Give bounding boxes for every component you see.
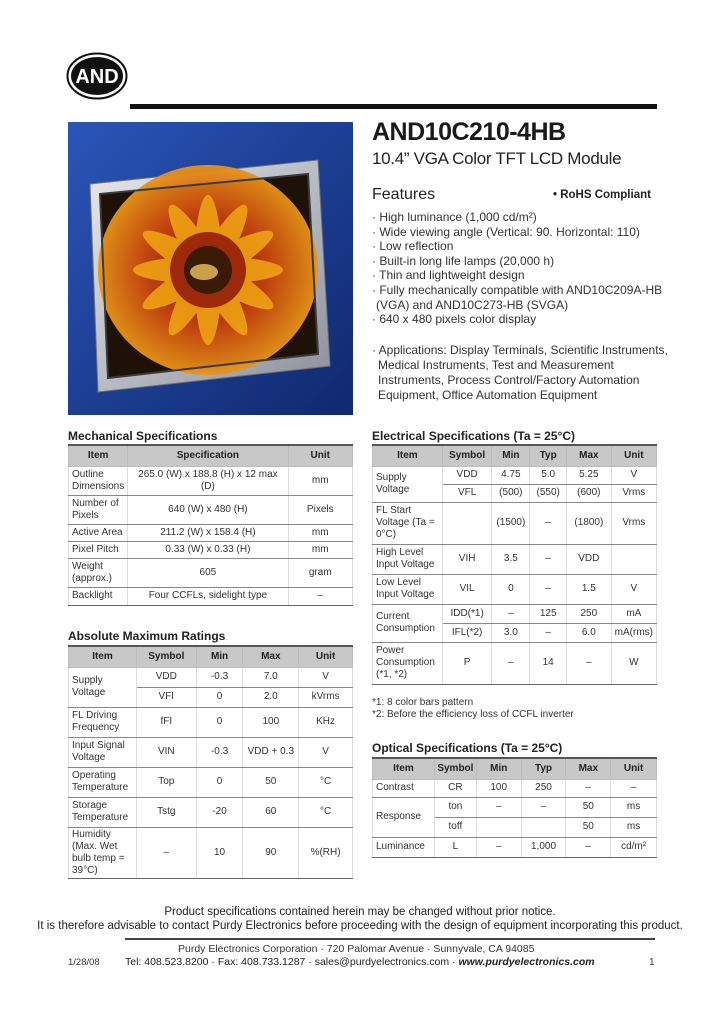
disclaimer-line-1: Product specifications contained herein may be changed without prior notice. [164, 906, 556, 918]
cell: (600) [567, 484, 612, 502]
mechanical-table [68, 444, 353, 606]
cell: Low Level Input Voltage [373, 574, 443, 604]
cell: °C [299, 767, 353, 797]
cell: ms [611, 797, 657, 817]
cell [476, 817, 521, 837]
col-header: Min [476, 758, 521, 779]
cell: 0 [196, 687, 243, 707]
cell: Current Consumption [373, 604, 443, 642]
cell: Vrms [611, 484, 656, 502]
header-rule [130, 104, 657, 109]
cell: 250 [567, 604, 612, 623]
cell: 640 (W) x 480 (H) [128, 495, 288, 524]
product-subtitle: 10.4” VGA Color TFT LCD Module [372, 149, 622, 168]
cell: 90 [243, 827, 299, 878]
feature-item: · High luminance (1,000 cd/m²) [372, 210, 537, 224]
cell: 50 [243, 767, 299, 797]
cell [611, 544, 656, 574]
cell: fFI [136, 707, 196, 737]
cell: 265.0 (W) x 188.8 (H) x 12 max (D) [128, 466, 288, 495]
cell: Vrms [611, 502, 656, 544]
cell: Weight (approx.) [69, 558, 128, 587]
table-row [373, 466, 657, 484]
application-line: Medical Instruments, Test and Measurement [378, 358, 614, 372]
cell: (500) [492, 484, 530, 502]
cell: V [299, 667, 353, 687]
cell: V [611, 466, 656, 484]
table-row [373, 544, 657, 574]
cell: Backlight [69, 587, 128, 605]
feature-item: · Fully mechanically compatible with AND10C209A-HB [372, 282, 663, 297]
col-header: Typ [530, 445, 567, 466]
disclaimer-line-2: It is therefore advisable to contact Purdy Electronics before proceeding with the design of equipment incorporating this product. [37, 920, 683, 932]
cell: KHz [299, 707, 353, 737]
table-row [69, 767, 353, 797]
cell [442, 502, 492, 544]
table-row [69, 524, 353, 541]
cell: kVrms [299, 687, 353, 707]
cell: Supply Voltage [69, 667, 137, 707]
table-row [373, 837, 657, 857]
table-row [373, 604, 657, 623]
absolute-table [68, 645, 353, 879]
cell: %(RH) [299, 827, 353, 878]
cell: 3.5 [492, 544, 530, 574]
cell: ms [611, 817, 657, 837]
electrical-note-1: *1: 8 color bars pattern [372, 697, 474, 708]
cell: – [530, 544, 567, 574]
cell: 1,000 [521, 837, 566, 857]
table-row [69, 737, 353, 767]
cell: ton [434, 797, 476, 817]
cell: mm [288, 524, 352, 541]
cell: – [530, 623, 567, 642]
table-row [69, 541, 353, 558]
cell: VDD [567, 544, 612, 574]
table-row [69, 707, 353, 737]
table-row [373, 502, 657, 544]
col-header: Max [567, 445, 612, 466]
table-row [69, 827, 353, 878]
cell: 60 [243, 797, 299, 827]
cell: mm [288, 466, 352, 495]
features-heading: Features [372, 186, 436, 203]
table-row [69, 667, 353, 687]
cell: – [611, 779, 657, 797]
cell: 50 [566, 797, 611, 817]
cell: gram [288, 558, 352, 587]
cell: VDD [136, 667, 196, 687]
cell: Power Consumption (*1, *2) [373, 642, 443, 684]
cell: (1800) [567, 502, 612, 544]
application-line: · Applications: Display Terminals, Scientific Instruments, [372, 343, 668, 357]
cell: Tstg [136, 797, 196, 827]
cell: VFI [136, 687, 196, 707]
feature-item: · Built-in long life lamps (20,000 h) [372, 253, 555, 268]
cell: 7.0 [243, 667, 299, 687]
document-date: 1/28/08 [68, 957, 100, 968]
logo-text: AND [75, 66, 119, 88]
cell: V [299, 737, 353, 767]
col-header: Symbol [442, 445, 492, 466]
cell: Storage Temperature [69, 797, 137, 827]
col-header: Unit [299, 646, 353, 667]
cell: – [521, 797, 566, 817]
cell: Pixels [288, 495, 352, 524]
cell: Response [373, 797, 435, 837]
cell: (550) [530, 484, 567, 502]
cell: °C [299, 797, 353, 827]
table-row [69, 466, 353, 495]
table-row [373, 779, 657, 797]
col-header: Min [492, 445, 530, 466]
cell: 3.0 [492, 623, 530, 642]
col-header: Item [373, 445, 443, 466]
cell: 250 [521, 779, 566, 797]
cell: V [611, 574, 656, 604]
cell: L [434, 837, 476, 857]
cell: Contrast [373, 779, 435, 797]
table-row [373, 574, 657, 604]
col-header: Item [69, 445, 128, 466]
company-address: Purdy Electronics Corporation · 720 Palomar Avenue · Sunnyvale, CA 94085 [178, 943, 535, 955]
page-number: 1 [649, 957, 655, 968]
feature-item: · 640 x 480 pixels color display [372, 312, 537, 327]
cell: 2.0 [243, 687, 299, 707]
table-row [69, 797, 353, 827]
contact-line [125, 956, 595, 968]
col-header: Item [69, 646, 137, 667]
feature-item: · Thin and lightweight design [372, 268, 525, 283]
website-link[interactable]: www.purdyelectronics.com [458, 956, 595, 968]
cell: 10 [196, 827, 243, 878]
cell [521, 817, 566, 837]
cell: – [476, 797, 521, 817]
cell: – [566, 779, 611, 797]
cell: – [567, 642, 612, 684]
electrical-note-2: *2: Before the efficiency loss of CCFL inverter [372, 709, 574, 720]
cell: – [492, 642, 530, 684]
col-header: Typ [521, 758, 566, 779]
cell: VIN [136, 737, 196, 767]
cell: VDD [442, 466, 492, 484]
absolute-heading: Absolute Maximum Ratings [68, 629, 226, 643]
col-header: Symbol [136, 646, 196, 667]
footer-rule [125, 938, 655, 940]
cell: IDD(*1) [442, 604, 492, 623]
cell: Supply Voltage [373, 466, 443, 502]
electrical-heading: Electrical Specifications (Ta = 25°C) [372, 429, 575, 443]
cell: 0.33 (W) x 0.33 (H) [128, 541, 288, 558]
cell: -0.3 [196, 737, 243, 767]
cell: W [611, 642, 656, 684]
cell: Operating Temperature [69, 767, 137, 797]
product-title: AND10C210-4HB [372, 118, 566, 146]
cell: 605 [128, 558, 288, 587]
application-line: Equipment, Office Automation Equipment [378, 388, 598, 402]
contact-info: Tel: 408.523.8200 · Fax: 408.733.1287 · sales@purdyelectronics.com · [125, 956, 459, 968]
cell: toff [434, 817, 476, 837]
cell: 1.5 [567, 574, 612, 604]
cell: – [566, 837, 611, 857]
cell: – [136, 827, 196, 878]
cell: 100 [476, 779, 521, 797]
cell: 0 [492, 574, 530, 604]
cell: Active Area [69, 524, 128, 541]
cell: Outline Dimensions [69, 466, 128, 495]
and-logo [66, 52, 128, 100]
cell: VDD + 0.3 [243, 737, 299, 767]
cell: P [442, 642, 492, 684]
cell: VIH [442, 544, 492, 574]
col-header: Unit [611, 445, 656, 466]
cell: IFL(*2) [442, 623, 492, 642]
cell: FL Driving Frequency [69, 707, 137, 737]
cell: – [288, 587, 352, 605]
cell: 50 [566, 817, 611, 837]
cell: 14 [530, 642, 567, 684]
mechanical-heading: Mechanical Specifications [68, 429, 218, 443]
cell: CR [434, 779, 476, 797]
cell: – [530, 502, 567, 544]
application-line: Instruments, Process Control/Factory Automation [378, 373, 640, 387]
cell: 5.25 [567, 466, 612, 484]
cell: mA [611, 604, 656, 623]
features-list [372, 210, 662, 327]
table-row [69, 495, 353, 524]
feature-item: · Low reflection [372, 239, 454, 254]
table-row [69, 587, 353, 605]
col-header: Specification [128, 445, 288, 466]
col-header: Max [566, 758, 611, 779]
col-header: Unit [288, 445, 352, 466]
cell: cd/m² [611, 837, 657, 857]
table-row [69, 558, 353, 587]
cell: High Level Input Voltage [373, 544, 443, 574]
optical-heading: Optical Specifications (Ta = 25°C) [372, 741, 563, 755]
col-header: Unit [611, 758, 657, 779]
cell: 5.0 [530, 466, 567, 484]
electrical-table [372, 444, 657, 685]
cell: Pixel Pitch [69, 541, 128, 558]
cell: Humidity (Max. Wet bulb temp = 39°C) [69, 827, 137, 878]
cell: -0.3 [196, 667, 243, 687]
col-header: Min [196, 646, 243, 667]
table-row [373, 642, 657, 684]
cell: mm [288, 541, 352, 558]
cell: – [530, 574, 567, 604]
cell: VFL [442, 484, 492, 502]
cell: – [492, 604, 530, 623]
applications-list [372, 343, 668, 403]
feature-item: (VGA) and AND10C273-HB (SVGA) [376, 297, 569, 312]
col-header: Max [243, 646, 299, 667]
cell: 125 [530, 604, 567, 623]
cell: 211.2 (W) x 158.4 (H) [128, 524, 288, 541]
cell: mA(rms) [611, 623, 656, 642]
product-image [68, 122, 353, 415]
cell: 4.75 [492, 466, 530, 484]
cell: – [476, 837, 521, 857]
cell: (1500) [492, 502, 530, 544]
cell: 0 [196, 767, 243, 797]
feature-item: · Wide viewing angle (Vertical: 90. Horizontal: 110) [372, 224, 640, 239]
rohs-badge: • RoHS Compliant [553, 189, 651, 201]
table-row [373, 797, 657, 817]
cell: Input Signal Voltage [69, 737, 137, 767]
optical-table [372, 757, 657, 858]
cell: VIL [442, 574, 492, 604]
cell: 100 [243, 707, 299, 737]
cell: Luminance [373, 837, 435, 857]
col-header: Symbol [434, 758, 476, 779]
cell: Four CCFLs, sidelight type [128, 587, 288, 605]
cell: -20 [196, 797, 243, 827]
cell: Number of Pixels [69, 495, 128, 524]
col-header: Item [373, 758, 435, 779]
cell: 0 [196, 707, 243, 737]
cell: Top [136, 767, 196, 797]
cell: FL Start Voltage (Ta = 0°C) [373, 502, 443, 544]
cell: 6.0 [567, 623, 612, 642]
